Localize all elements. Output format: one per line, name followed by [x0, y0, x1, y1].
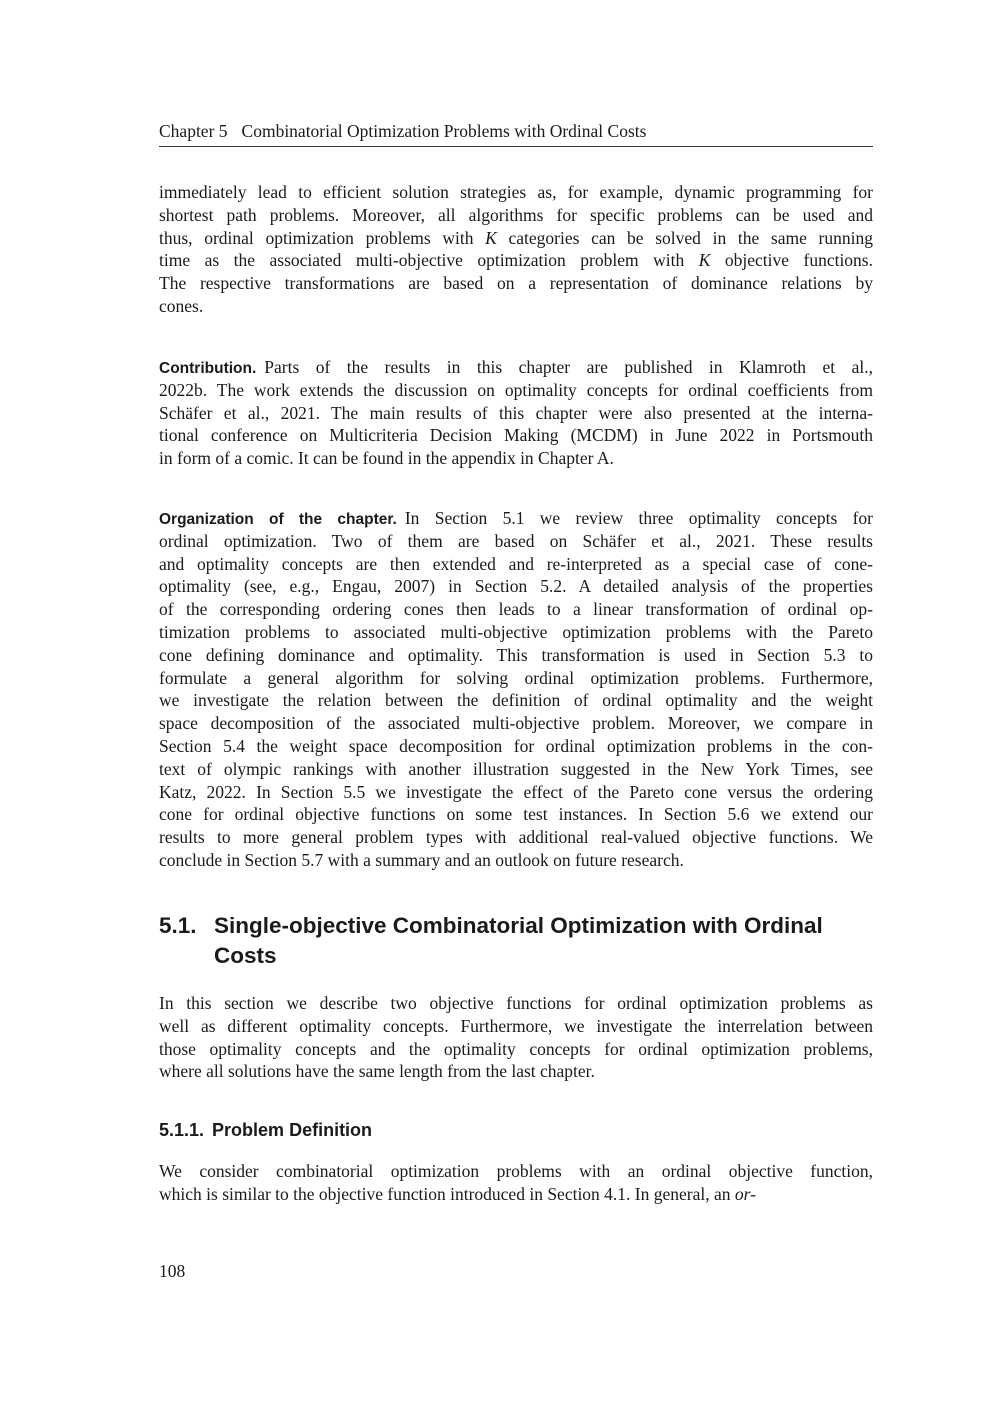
- text-line: Schäfer et al., 2021. The main results of this chapter were also presented at the interna-: [159, 402, 873, 423]
- section-title-line1: Single-objective Combinatorial Optimization with Ordinal: [214, 913, 823, 938]
- text-line: those optimality concepts and the optimality concepts for ordinal optimization problems,: [159, 1038, 873, 1059]
- text-line: formulate a general algorithm for solving ordinal optimization problems. Furthermore,: [159, 667, 873, 688]
- text-line: thus, ordinal optimization problems with K categories can be solved in the same running: [159, 227, 873, 248]
- subsection-heading: [159, 1120, 372, 1141]
- text-line: Katz, 2022. In Section 5.5 we investigate the effect of the Pareto cone versus the ordering: [159, 781, 873, 802]
- text-line: results to more general problem types with additional real-valued objective functions. We: [159, 827, 873, 848]
- text-line: We consider combinatorial optimization problems with an ordinal objective function,: [159, 1161, 873, 1181]
- text-line: space decomposition of the associated multi-objective problem. Moreover, we compare in: [159, 713, 873, 734]
- text-line: cones.: [159, 295, 204, 316]
- text-line: Organization of the chapter. In Section 5.1 we review three optimality concepts for: [159, 508, 873, 528]
- subsection-title: Problem Definition: [212, 1120, 373, 1140]
- text-line: well as different optimality concepts. Furthermore, we investigate the interrelation between: [159, 1015, 873, 1036]
- text-line: conclude in Section 5.7 with a summary and an outlook on future research.: [159, 849, 684, 870]
- run-in-heading: Contribution.: [159, 360, 257, 377]
- text-line: shortest path problems. Moreover, all algorithms for specific problems can be used and: [159, 204, 873, 225]
- paragraph-problem-definition: [159, 1160, 873, 1206]
- text-line: we investigate the relation between the definition of ordinal optimality and the weight: [159, 690, 873, 711]
- text-line: Contribution. Parts of the results in this chapter are published in Klamroth et al.,: [159, 357, 873, 377]
- text-line: where all solutions have the same length from the last chapter.: [159, 1061, 595, 1082]
- text-line: The respective transformations are based on a representation of dominance relations by: [159, 273, 873, 294]
- section-title-line2: Costs: [214, 943, 277, 968]
- text-line: and optimality concepts are then extended and re-interpreted as a special case of cone-: [159, 553, 873, 574]
- subsection-number: 5.1.1.: [159, 1120, 205, 1140]
- paragraph-organization: [159, 507, 873, 872]
- text-line: optimality (see, e.g., Engau, 2007) in Section 5.2. A detailed analysis of the properties: [159, 576, 873, 597]
- text-line: of the corresponding ordering cones then leads to a linear transformation of ordinal op-: [159, 599, 873, 620]
- section-number: 5.1.: [159, 913, 197, 938]
- header-title: Combinatorial Optimization Problems with Ordinal Costs: [241, 121, 647, 141]
- text-line: cone for ordinal objective functions on some test instances. In Section 5.6 we extend our: [159, 804, 873, 825]
- text-line: timization problems to associated multi-objective optimization problems with the Pareto: [159, 621, 873, 642]
- text-line: In this section we describe two objective functions for ordinal optimization problems as: [159, 993, 873, 1013]
- header-chapter: Chapter 5: [159, 121, 228, 141]
- paragraph-section-intro: [159, 992, 873, 1083]
- paragraph-contribution: [159, 356, 873, 470]
- header-rule: [159, 146, 873, 147]
- text-line: 2022b. The work extends the discussion on optimality concepts for ordinal coefficients from: [159, 379, 873, 400]
- text-line: immediately lead to efficient solution strategies as, for example, dynamic programming for: [159, 182, 873, 202]
- paragraph-intro: [159, 181, 873, 318]
- text-line: in form of a comic. It can be found in the appendix in Chapter A.: [159, 448, 614, 469]
- text-line: ordinal optimization. Two of them are based on Schäfer et al., 2021. These results: [159, 530, 873, 551]
- text-line: which is similar to the objective function introduced in Section 4.1. In general, an or-: [159, 1183, 756, 1204]
- text-line: Section 5.4 the weight space decomposition for ordinal optimization problems in the con-: [159, 735, 873, 756]
- page-number: 108: [159, 1261, 186, 1281]
- running-header: [159, 121, 646, 142]
- text-line: time as the associated multi-objective optimization problem with K objective functions.: [159, 250, 873, 271]
- section-heading: [159, 911, 823, 971]
- text-line: text of olympic rankings with another illustration suggested in the New York Times, see: [159, 758, 873, 779]
- text-line: cone defining dominance and optimality. This transformation is used in Section 5.3 to: [159, 644, 873, 665]
- text-line: tional conference on Multicriteria Decision Making (MCDM) in June 2022 in Portsmouth: [159, 425, 873, 446]
- run-in-heading: Organization of the chapter.: [159, 511, 397, 528]
